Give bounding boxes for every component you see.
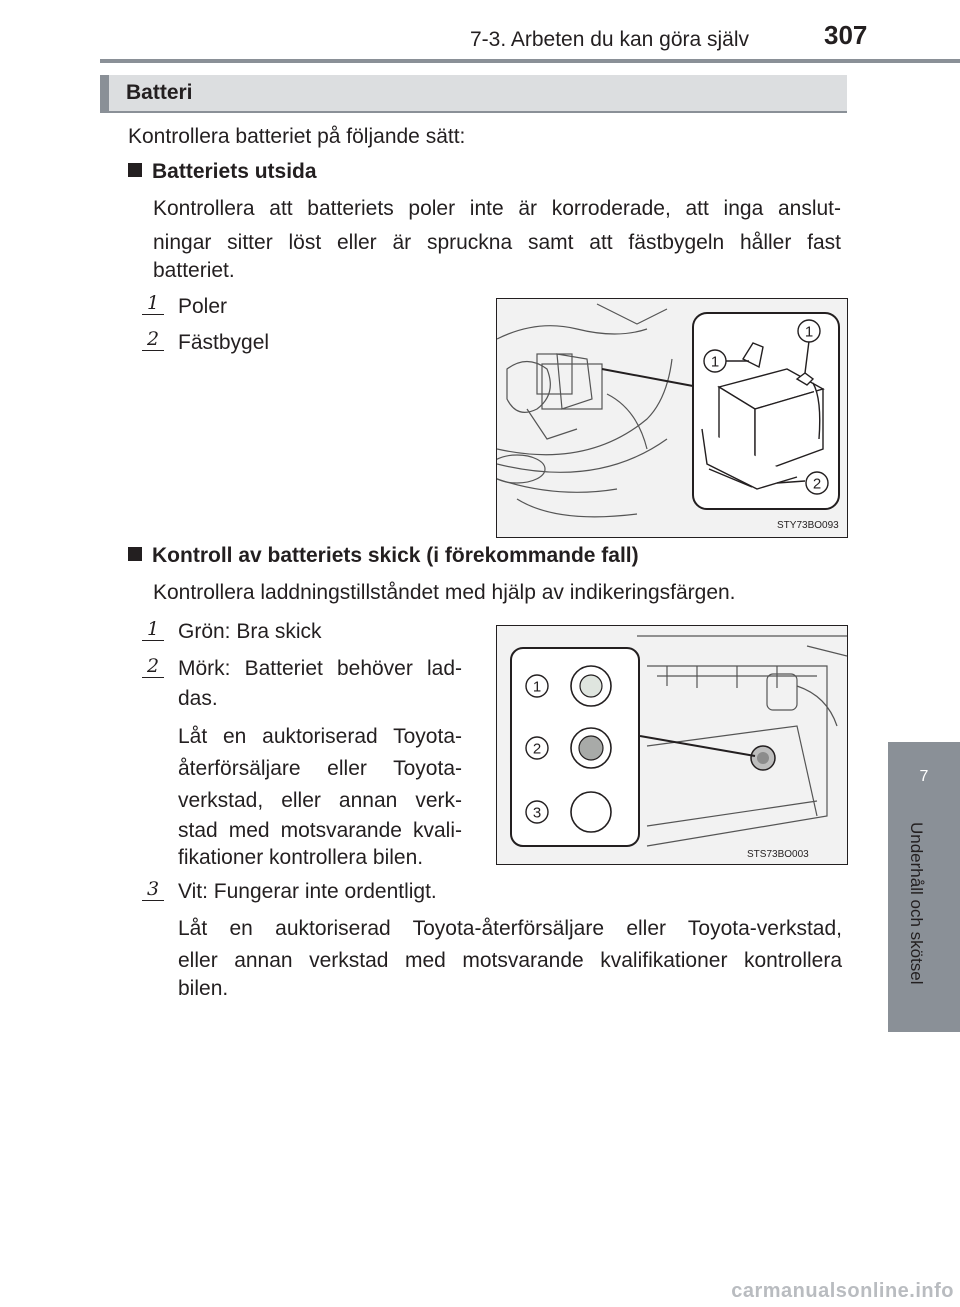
item-number-2: 2 <box>142 328 164 351</box>
exterior-line-3: batteriet. <box>153 259 235 282</box>
indicator-illustration <box>497 626 847 864</box>
exterior-line-2: ningar sitter löst eller är spruckna samt att fästbygeln håller fast <box>153 231 841 254</box>
item-mork-line-1: Mörk: Batteriet behöver lad- <box>178 657 462 680</box>
header-rule <box>100 59 960 63</box>
item-number-3: 3 <box>142 878 164 901</box>
figure-code-2: STS73BO003 <box>747 849 809 860</box>
square-bullet-icon <box>128 163 142 177</box>
battery-location-figure <box>496 298 848 538</box>
callout-3: 3 <box>532 804 542 822</box>
callout-1-top: 1 <box>804 323 814 341</box>
item-number-1: 1 <box>142 618 164 641</box>
section-title: Batteri <box>126 81 193 104</box>
section-intro: Kontrollera batteriet på följande sätt: <box>128 125 466 148</box>
chapter-number: 7 <box>919 768 929 785</box>
mork-note-line-3: verkstad, eller annan verk- <box>178 789 462 812</box>
battery-location-illustration <box>497 299 847 537</box>
item-poler: Poler <box>178 295 228 318</box>
section-title-bar <box>100 75 847 113</box>
condition-heading-text: Kontroll av batteriets skick (i förekommande fall) <box>152 544 639 567</box>
square-bullet-icon <box>128 547 142 561</box>
item-mork-line-2: das. <box>178 687 218 710</box>
callout-2: 2 <box>532 740 542 758</box>
item-number-2: 2 <box>142 655 164 678</box>
condition-intro: Kontrollera laddningstillståndet med hjälp av indikeringsfärgen. <box>153 581 736 604</box>
chapter-title: Underhåll och skötsel <box>907 822 926 985</box>
watermark: carmanualsonline.info <box>731 1280 954 1302</box>
vit-note-line-1: Låt en auktoriserad Toyota-återförsäljare eller Toyota-verkstad, <box>178 917 842 940</box>
condition-heading <box>128 539 639 573</box>
mork-note-line-2: återförsäljare eller Toyota- <box>178 757 462 780</box>
vit-note-line-3: bilen. <box>178 977 229 1000</box>
indicator-figure <box>496 625 848 865</box>
page-number: 307 <box>824 20 868 50</box>
item-number-1: 1 <box>142 292 164 315</box>
vit-note-line-2: eller annan verkstad med motsvarande kvalifikationer kontrollera <box>178 949 842 972</box>
item-fastbygel: Fästbygel <box>178 331 270 354</box>
mork-note-line-1: Låt en auktoriserad Toyota- <box>178 725 462 748</box>
callout-2: 2 <box>812 475 822 493</box>
mork-note-line-5: fikationer kontrollera bilen. <box>178 846 424 869</box>
figure-code-1: STY73BO093 <box>777 520 839 531</box>
item-gron: Grön: Bra skick <box>178 620 322 643</box>
exterior-line-1: Kontrollera att batteriets poler inte är korroderade, att inga anslut- <box>153 197 841 220</box>
exterior-heading-text: Batteriets utsida <box>152 160 317 183</box>
exterior-heading <box>128 155 317 189</box>
chapter-title-vertical <box>880 822 936 1072</box>
callout-1: 1 <box>532 678 542 696</box>
running-header-section: 7-3. Arbeten du kan göra själv <box>470 28 750 51</box>
mork-note-line-4: stad med motsvarande kvali- <box>178 819 462 842</box>
callout-1-left: 1 <box>710 353 720 371</box>
item-vit: Vit: Fungerar inte ordentligt. <box>178 880 437 903</box>
